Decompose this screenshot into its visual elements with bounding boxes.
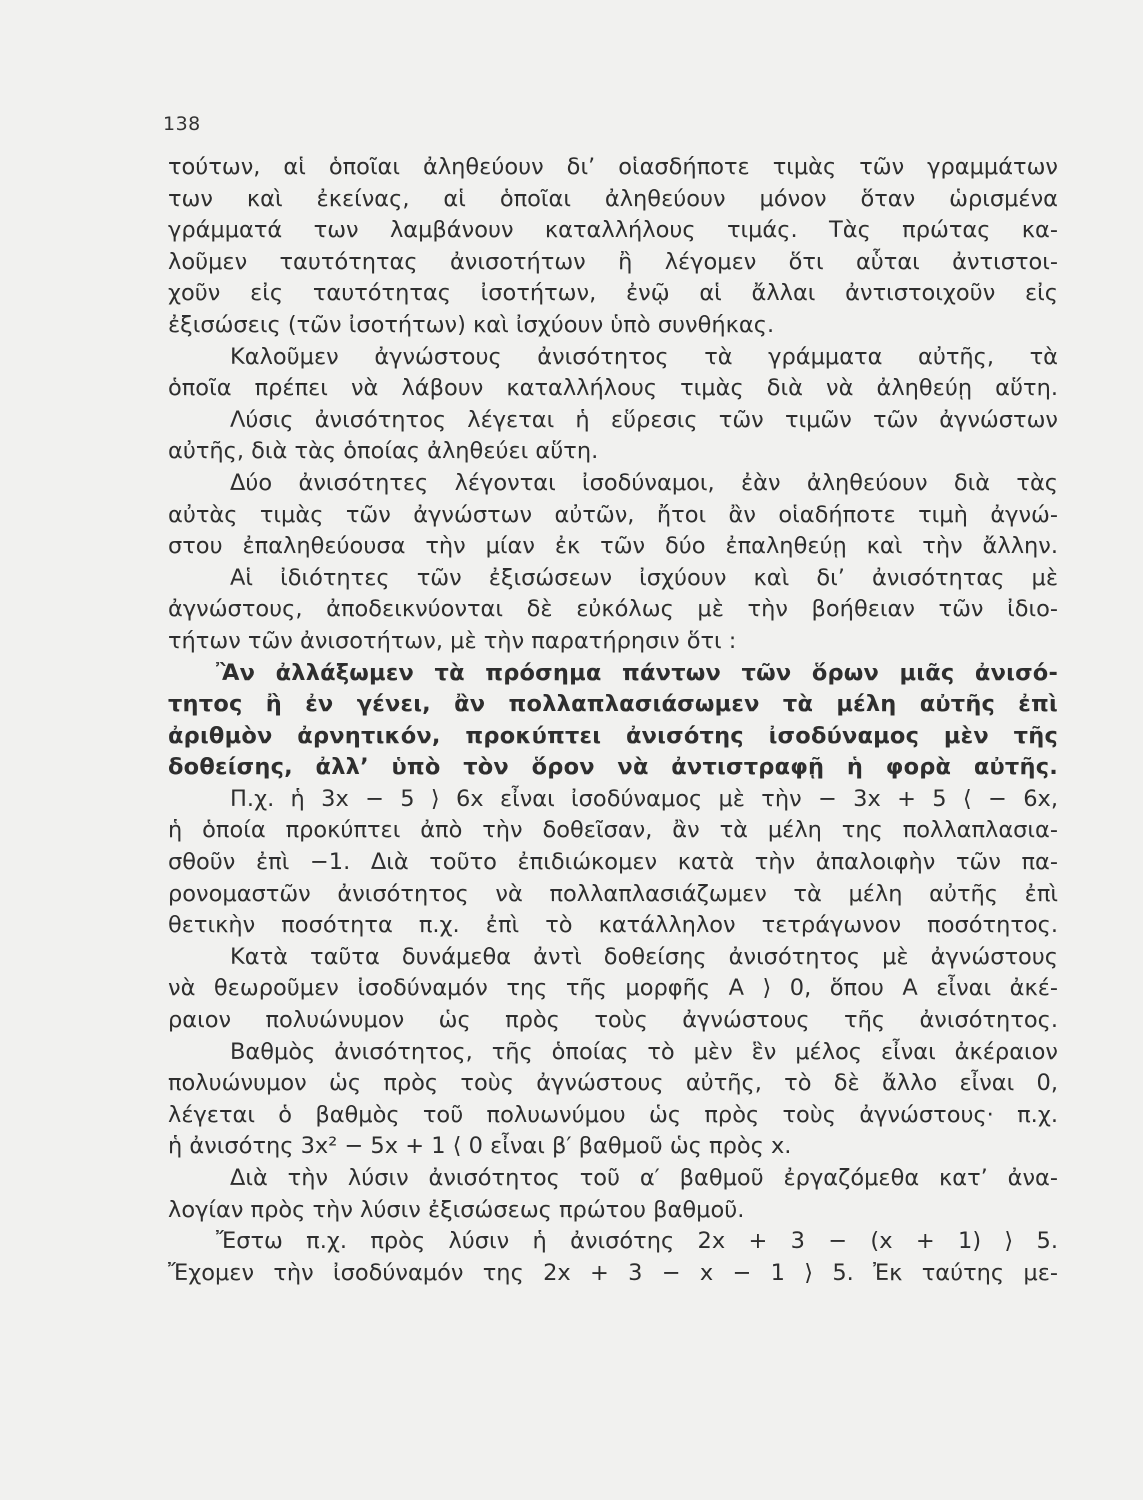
text-line: θετικὴν ποσότητα π.χ. ἐπὶ τὸ κατάλληλον τετράγωνον ποσότητος. — [168, 912, 1058, 939]
text-line: ἐξισώσεις (τῶν ἰσοτήτων) καὶ ἰσχύουν ὑπὸ συνθήκας. — [168, 311, 775, 338]
text-line: ρονομαστῶν ἀνισότητος νὰ πολλαπλασιάζωμεν τὰ μέλη αὐτῆς ἐπὶ — [168, 880, 1058, 907]
text-line: σθοῦν ἐπὶ −1. Διὰ τοῦτο ἐπιδιώκομεν κατὰ τὴν ἀπαλοιφὴν τῶν πα- — [168, 849, 1058, 876]
text-line: χοῦν εἰς ταυτότητας ἰσοτήτων, ἐνῷ αἱ ἄλλαι ἀντιστοιχοῦν εἰς — [168, 280, 1058, 307]
rule-text-line: δοθείσης, ἀλλ’ ὑπὸ τὸν ὅρον νὰ ἀντιστραφῇ ἡ φορὰ αὐτῆς. — [168, 754, 1058, 781]
text-line: στου ἐπαληθεύουσα τὴν μίαν ἐκ τῶν δύο ἐπαληθεύῃ καὶ τὴν ἄλλην. — [168, 533, 1058, 560]
text-line: πολυώνυμον ὡς πρὸς τοὺς ἀγνώστους αὐτῆς, τὸ δὲ ἄλλο εἶναι 0, — [168, 1070, 1058, 1097]
text-line: Βαθμὸς ἀνισότητος, τῆς ὁποίας τὸ μὲν ἓν μέλος εἶναι ἀκέραιον — [230, 1038, 1058, 1065]
text-line: Ἔστω π.χ. πρὸς λύσιν ἡ ἀνισότης 2x + 3 − (x + 1) ⟩ 5. — [216, 1228, 1058, 1255]
text-line: Δύο ἀνισότητες λέγονται ἰσοδύναμοι, ἐὰν ἀληθεύουν διὰ τὰς — [230, 469, 1058, 496]
text-line: νὰ θεωροῦμεν ἰσοδύναμόν της τῆς μορφῆς Α ⟩ 0, ὅπου Α εἶναι ἀκέ- — [168, 975, 1058, 1002]
body-text — [168, 152, 1058, 1289]
rule-text-line: Ἂν ἀλλάξωμεν τὰ πρόσημα πάντων τῶν ὅρων μιᾶς ἀνισό- — [216, 659, 1058, 686]
text-line: ἡ ἀνισότης 3x² − 5x + 1 ⟨ 0 εἶναι β′ βαθμοῦ ὡς πρὸς x. — [168, 1133, 792, 1160]
text-line: ἀγνώστους, ἀποδεικνύονται δὲ εὐκόλως μὲ τὴν βοήθειαν τῶν ἰδιο- — [168, 596, 1058, 623]
text-line: ἡ ὁποία προκύπτει ἀπὸ τὴν δοθεῖσαν, ἂν τὰ μέλη της πολλαπλασια- — [168, 817, 1058, 844]
text-line: λέγεται ὁ βαθμὸς τοῦ πολυωνύμου ὡς πρὸς τοὺς ἀγνώστους· π.χ. — [168, 1101, 1058, 1128]
text-line: Π.χ. ἡ 3x − 5 ⟩ 6x εἶναι ἰσοδύναμος μὲ τὴν − 3x + 5 ⟨ − 6x, — [230, 785, 1058, 812]
text-line: Αἱ ἰδιότητες τῶν ἐξισώσεων ἰσχύουν καὶ δι’ ἀνισότητας μὲ — [230, 564, 1058, 591]
text-line: Ἔχομεν τὴν ἰσοδύναμόν της 2x + 3 − x − 1 ⟩ 5. Ἐκ ταύτης με- — [168, 1259, 1058, 1286]
rule-text-line: τητος ἢ ἐν γένει, ἂν πολλαπλασιάσωμεν τὰ μέλη αὐτῆς ἐπὶ — [168, 691, 1058, 718]
text-line: λογίαν πρὸς τὴν λύσιν ἐξισώσεως πρώτου βαθμοῦ. — [168, 1196, 745, 1223]
text-line: τήτων τῶν ἀνισοτήτων, μὲ τὴν παρατήρησιν ὅτι : — [168, 627, 737, 654]
text-line: Διὰ τὴν λύσιν ἀνισότητος τοῦ α′ βαθμοῦ ἐργαζόμεθα κατ’ ἀνα- — [230, 1165, 1058, 1191]
text-line: αὐτῆς, διὰ τὰς ὁποίας ἀληθεύει αὕτη. — [168, 438, 599, 465]
text-line: λοῦμεν ταυτότητας ἀνισοτήτων ἢ λέγομεν ὅτι αὗται ἀντιστοι- — [168, 248, 1058, 275]
text-line: γράμματά των λαμβάνουν καταλλήλους τιμάς. Τὰς πρώτας κα- — [168, 217, 1058, 244]
text-line: Λύσις ἀνισότητος λέγεται ἡ εὕρεσις τῶν τιμῶν τῶν ἀγνώστων — [230, 406, 1058, 433]
text-line: ραιον πολυώνυμον ὡς πρὸς τοὺς ἀγνώστους τῆς ἀνισότητος. — [168, 1007, 1058, 1034]
text-line: αὐτὰς τιμὰς τῶν ἀγνώστων αὐτῶν, ἤτοι ἂν οἱαδήποτε τιμὴ ἀγνώ- — [168, 501, 1058, 528]
text-line: Καλοῦμεν ἀγνώστους ἀνισότητος τὰ γράμματα αὐτῆς, τὰ — [230, 343, 1058, 370]
text-line: ὁποῖα πρέπει νὰ λάβουν καταλλήλους τιμὰς διὰ νὰ ἀληθεύῃ αὕτη. — [168, 375, 1058, 402]
page-number: 138 — [163, 113, 201, 135]
text-line: των καὶ ἐκείνας, αἱ ὁποῖαι ἀληθεύουν μόνον ὅταν ὡρισμένα — [168, 185, 1058, 212]
rule-text-line: ἀριθμὸν ἀρνητικόν, προκύπτει ἀνισότης ἰσοδύναμος μὲν τῆς — [168, 722, 1058, 749]
text-line: Κατὰ ταῦτα δυνάμεθα ἀντὶ δοθείσης ἀνισότητος μὲ ἀγνώστους — [230, 943, 1058, 970]
text-line: τούτων, αἱ ὁποῖαι ἀληθεύουν δι’ οἱασδήποτε τιμὰς τῶν γραμμάτων — [168, 154, 1058, 180]
